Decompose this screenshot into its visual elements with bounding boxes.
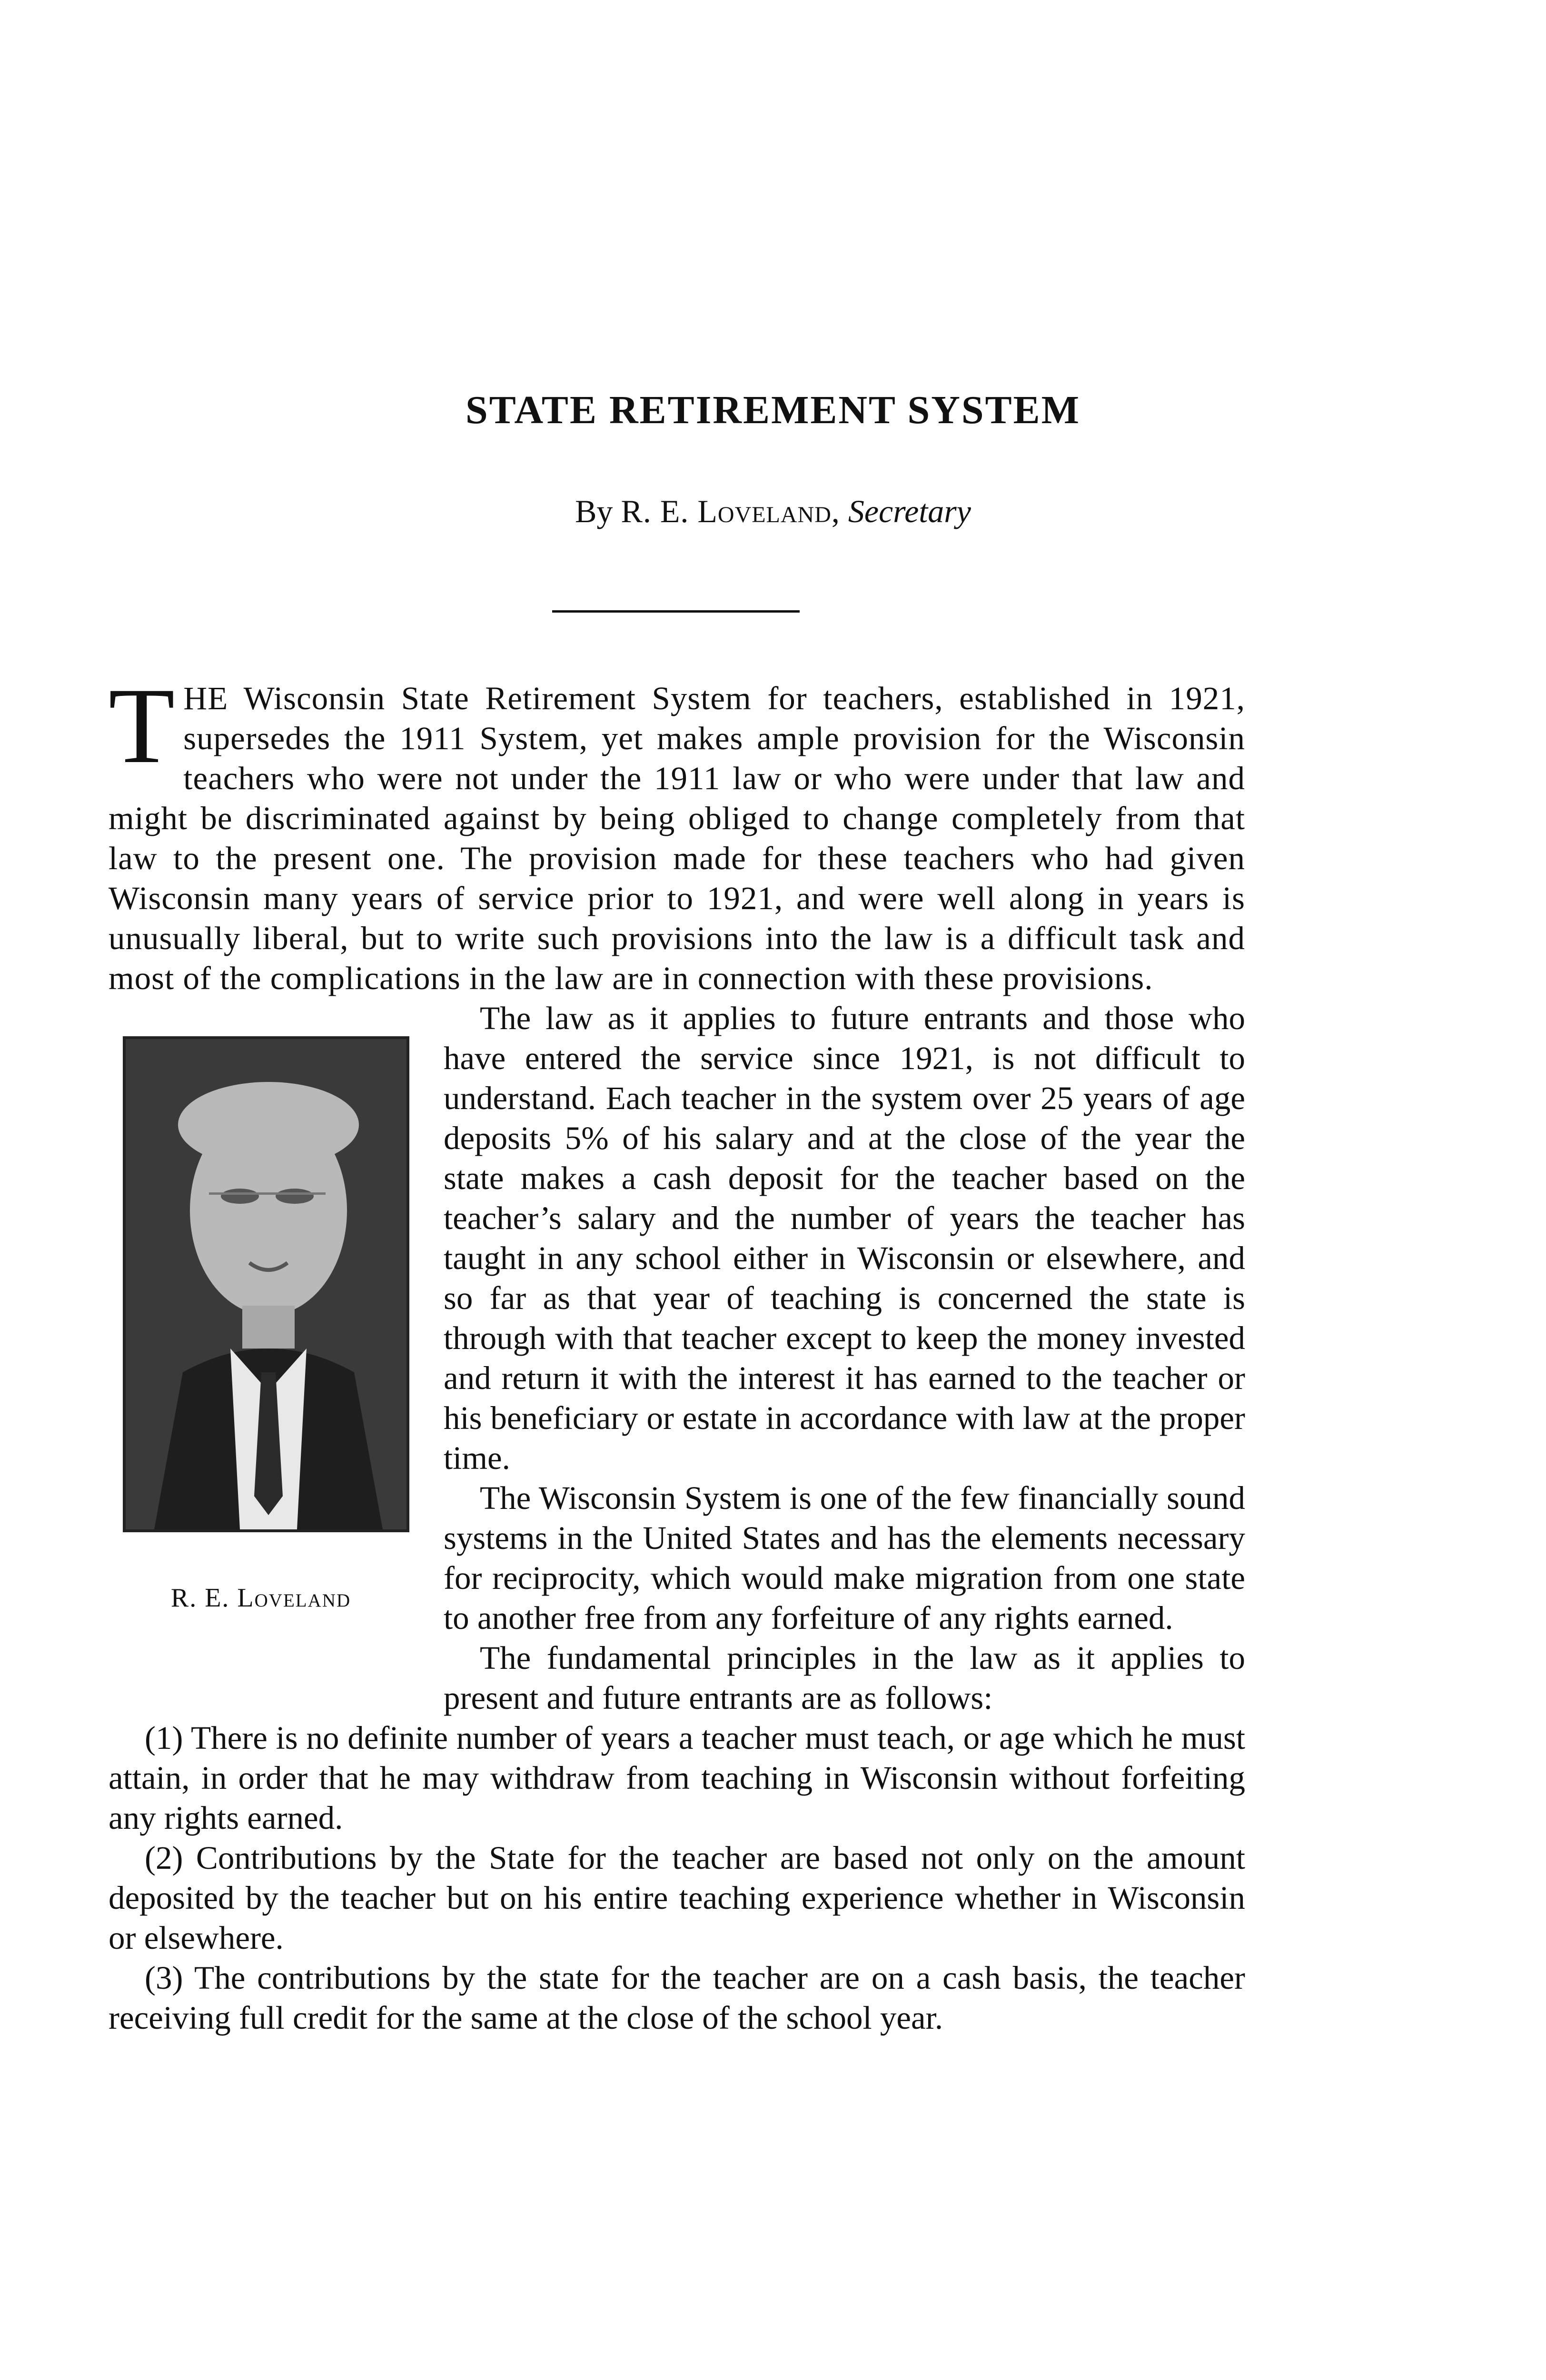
portrait-illustration <box>126 1039 406 1529</box>
paragraph-3: The Wisconsin System is one of the few financially sound systems in the United States and has the elements necessary for reciprocity, which would make migration from one state to another free from any forfeiture of any rights earned. <box>444 1480 1245 1636</box>
paragraph-1-text: HE Wisconsin State Retirement System for teachers, established in 1921, supersedes the 1911 System, yet makes ample provision for the Wisconsin teachers who were not under the 1911 law or who were under that law and might be discriminated against by being obliged to change completely from that law to the present one. The provision made for these teachers who had given Wisconsin many years of service prior to 1921, and were well along in years is unusually liberal, but to write such provisions into the law is a difficult task and most of the complications in the law are in connection with these provisions. <box>109 680 1245 996</box>
byline-prefix: By <box>575 493 613 529</box>
byline-author: R. E. Loveland, <box>621 493 840 529</box>
byline-role: Secretary <box>848 493 971 529</box>
author-portrait-photo <box>123 1036 409 1532</box>
article-title: STATE RETIREMENT SYSTEM <box>465 388 1080 432</box>
drop-cap: T <box>109 666 175 786</box>
paragraph-7: (3) The contributions by the state for the teacher are on a cash basis, the teacher receiving full credit for the same at the close of the school year. <box>109 1960 1245 2036</box>
paragraph-1 <box>109 666 1245 998</box>
paragraph-5: (1) There is no definite number of years a teacher must teach, or age which he must attain, in order that he may withdraw from teaching in Wisconsin without forfeiting any rights earned. <box>109 1720 1245 1836</box>
paragraph-2: The law as it applies to future entrants and those who have entered the service since 1921, is not difficult to understand. Each teacher in the system over 25 years of age deposits 5% of his salary and at the close of the year the state makes a cash deposit for the teacher based on the teacher’s salary and the number of years the teacher has taught in any school either in Wisconsin or elsewhere, and so far as that year of teaching is concerned the state is through with that teacher except to keep the money invested and return it with the interest it has earned to the teacher or his beneficiary or estate in accordance with law at the proper time. <box>444 1000 1245 1476</box>
paragraph-4: The fundamental principles in the law as it applies to present and future entrants are as follows: <box>444 1640 1245 1716</box>
byline <box>0 495 1546 527</box>
paragraph-6: (2) Contributions by the State for the teacher are based not only on the amount deposited by the teacher but on his entire teaching experience whether in Wisconsin or elsewhere. <box>109 1840 1245 1956</box>
title-divider <box>552 610 800 613</box>
portrait-caption: R. E. Loveland <box>170 1583 351 1613</box>
author-portrait-figure <box>109 1008 413 1684</box>
article-body <box>109 666 1245 2038</box>
